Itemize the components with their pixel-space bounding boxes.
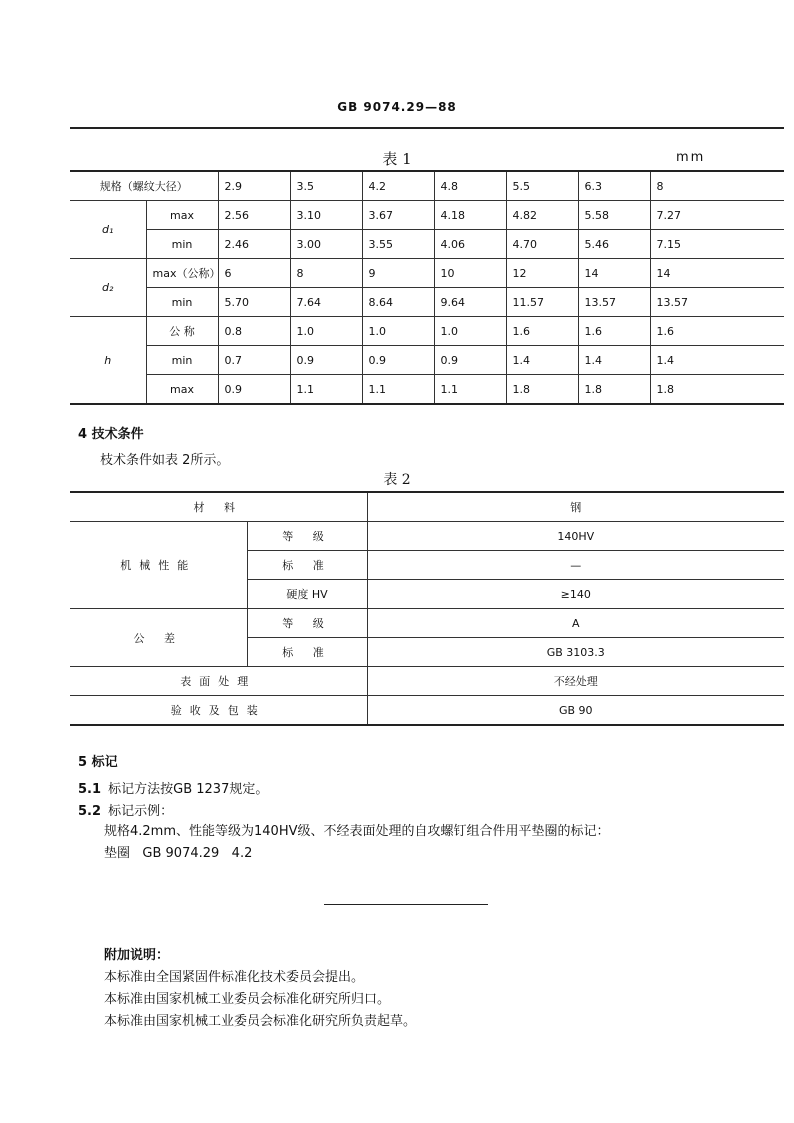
standard-value: — [367, 551, 784, 580]
standard-label: 标 准 [247, 551, 367, 580]
tolerance-standard-value: GB 3103.3 [367, 638, 784, 667]
table-row [70, 346, 784, 375]
value-cell: 9.64 [434, 288, 506, 317]
marking-example-description: 规格4.2mm、性能等级为140HV级、不经表面处理的自攻螺钉组合件用平垫圈的标记： [104, 824, 610, 839]
row-label: min [146, 288, 218, 317]
value-cell: 12 [506, 259, 578, 288]
table-row [70, 522, 784, 551]
value-cell: 4.82 [506, 201, 578, 230]
spec-cell: 4.2 [362, 171, 434, 201]
dimension-table [70, 170, 784, 405]
value-cell: 1.0 [290, 317, 362, 346]
tolerance-label: 公 差 [70, 609, 247, 667]
table2-caption: 表 2 [383, 472, 411, 488]
row-label: max [146, 201, 218, 230]
table-row [70, 171, 784, 201]
value-cell: 1.8 [650, 375, 784, 405]
value-cell: 4.18 [434, 201, 506, 230]
row-label: max（公称） [146, 259, 218, 288]
value-cell: 0.8 [218, 317, 290, 346]
table-row [70, 230, 784, 259]
clause-text: 标记示例： [108, 804, 174, 819]
value-cell: 1.1 [362, 375, 434, 405]
value-cell: 1.0 [362, 317, 434, 346]
table-row [70, 375, 784, 405]
value-cell: 4.70 [506, 230, 578, 259]
mech-label: 机械性能 [70, 522, 247, 609]
spec-cell: 2.9 [218, 171, 290, 201]
value-cell: 8 [290, 259, 362, 288]
note-line: 本标准由国家机械工业委员会标准化研究所归口。 [104, 992, 391, 1007]
value-cell: 1.1 [290, 375, 362, 405]
row-label: min [146, 346, 218, 375]
hardness-label: 硬度 HV [247, 580, 367, 609]
value-cell: 5.70 [218, 288, 290, 317]
table-row [70, 696, 784, 726]
standard-code-header: GB 9074.29—88 [337, 100, 457, 114]
value-cell: 3.67 [362, 201, 434, 230]
value-cell: 7.27 [650, 201, 784, 230]
value-cell: 13.57 [650, 288, 784, 317]
grade-label: 等 级 [247, 522, 367, 551]
value-cell: 1.4 [578, 346, 650, 375]
value-cell: 8.64 [362, 288, 434, 317]
value-cell: 9 [362, 259, 434, 288]
grade-value: 140HV [367, 522, 784, 551]
spec-cell: 5.5 [506, 171, 578, 201]
value-cell: 1.8 [506, 375, 578, 405]
spec-cell: 8 [650, 171, 784, 201]
end-rule [324, 904, 488, 905]
value-cell: 0.9 [290, 346, 362, 375]
value-cell: 3.10 [290, 201, 362, 230]
section5-heading: 5 标记 [78, 755, 118, 770]
surface-label: 表面处理 [70, 667, 367, 696]
section4-heading: 4 技术条件 [78, 427, 144, 442]
section4-text: 枝术条件如表 2所示。 [100, 453, 230, 468]
value-cell: 6 [218, 259, 290, 288]
row-label: max [146, 375, 218, 405]
value-cell: 5.58 [578, 201, 650, 230]
value-cell: 4.06 [434, 230, 506, 259]
value-cell: 1.8 [578, 375, 650, 405]
material-label: 材 料 [70, 492, 367, 522]
value-cell: 0.9 [218, 375, 290, 405]
clause-5-2 [78, 800, 173, 819]
value-cell: 14 [578, 259, 650, 288]
value-cell: 13.57 [578, 288, 650, 317]
surface-value: 不经处理 [367, 667, 784, 696]
row-label: 公 称 [146, 317, 218, 346]
spec-cell: 3.5 [290, 171, 362, 201]
material-value: 钢 [367, 492, 784, 522]
spec-label: 规格（螺纹大径） [70, 171, 218, 201]
value-cell: 1.0 [434, 317, 506, 346]
value-cell: 1.6 [650, 317, 784, 346]
row-label: min [146, 230, 218, 259]
acceptance-label: 验收及包装 [70, 696, 367, 726]
clause-number: 5.2 [78, 804, 102, 819]
value-cell: 2.56 [218, 201, 290, 230]
value-cell: 0.9 [434, 346, 506, 375]
value-cell: 2.46 [218, 230, 290, 259]
tolerance-standard-label: 标 准 [247, 638, 367, 667]
table1-caption: 表 1 [382, 150, 412, 168]
header-rule [70, 127, 784, 129]
clause-text: 标记方法按GB 1237规定。 [108, 782, 269, 797]
table-row [70, 201, 784, 230]
technical-conditions-table [70, 491, 784, 726]
marking-example: 垫圈 GB 9074.29 4.2 [104, 846, 253, 861]
value-cell: 7.15 [650, 230, 784, 259]
hardness-value: ≥140 [367, 580, 784, 609]
table-row [70, 492, 784, 522]
table1-unit: mm [676, 150, 706, 165]
value-cell: 14 [650, 259, 784, 288]
table-row [70, 317, 784, 346]
note-line: 本标准由全国紧固件标准化技术委员会提出。 [104, 970, 365, 985]
table-row [70, 288, 784, 317]
value-cell: 0.9 [362, 346, 434, 375]
value-cell: 11.57 [506, 288, 578, 317]
tolerance-grade-value: A [367, 609, 784, 638]
d2-symbol: d₂ [70, 259, 146, 317]
value-cell: 3.55 [362, 230, 434, 259]
table-row [70, 609, 784, 638]
value-cell: 10 [434, 259, 506, 288]
acceptance-value: GB 90 [367, 696, 784, 726]
value-cell: 5.46 [578, 230, 650, 259]
notes-title: 附加说明： [104, 948, 170, 963]
clause-5-1 [78, 778, 268, 797]
value-cell: 1.4 [506, 346, 578, 375]
value-cell: 7.64 [290, 288, 362, 317]
note-line: 本标准由国家机械工业委员会标准化研究所负责起草。 [104, 1014, 417, 1029]
value-cell: 1.6 [506, 317, 578, 346]
value-cell: 1.1 [434, 375, 506, 405]
value-cell: 3.00 [290, 230, 362, 259]
table-row [70, 667, 784, 696]
value-cell: 0.7 [218, 346, 290, 375]
d1-symbol: d₁ [70, 201, 146, 259]
tolerance-grade-label: 等 级 [247, 609, 367, 638]
spec-cell: 6.3 [578, 171, 650, 201]
value-cell: 1.4 [650, 346, 784, 375]
value-cell: 1.6 [578, 317, 650, 346]
clause-number: 5.1 [78, 782, 102, 797]
spec-cell: 4.8 [434, 171, 506, 201]
table-row [70, 259, 784, 288]
h-symbol: h [70, 317, 146, 405]
